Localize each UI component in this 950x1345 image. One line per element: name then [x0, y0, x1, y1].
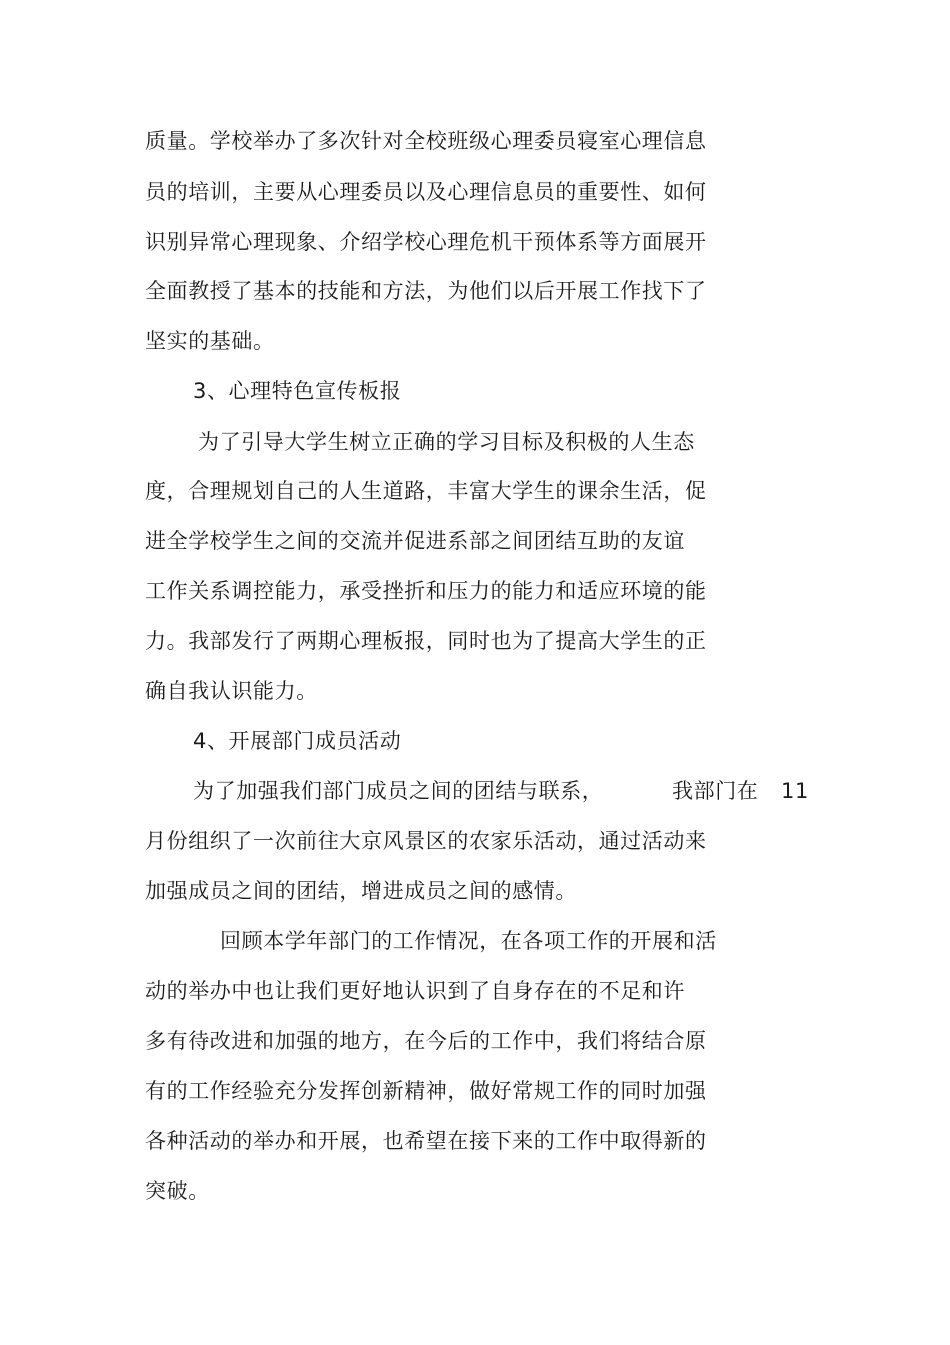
text-line: 力。我部发行了两期心理板报，同时也为了提高大学生的正	[145, 629, 707, 653]
text-line: 确自我认识能力。	[145, 679, 318, 703]
text-line: 加强成员之间的团结，增进成员之间的感情。	[145, 879, 577, 903]
text-line: 我部门在	[672, 779, 759, 803]
text-line: 识别异常心理现象、介绍学校心理危机干预体系等方面展开	[145, 230, 707, 254]
section-heading: 3、心理特色宣传板报	[193, 379, 402, 403]
text-line: 动的举办中也让我们更好地认识到了自身存在的不足和许	[145, 979, 685, 1003]
text-line: 各种活动的举办和开展，也希望在接下来的工作中取得新的	[145, 1129, 707, 1153]
text-line: 为了引导大学生树立正确的学习目标及积极的人生态	[198, 430, 695, 454]
text-line: 回顾本学年部门的工作情况，在各项工作的开展和活	[220, 929, 717, 953]
text-line: 坚实的基础。	[145, 329, 275, 353]
text-line: 进全学校学生之间的交流并促进系部之间团结互助的友谊	[145, 529, 685, 553]
text-line: 质量。学校举办了多次针对全校班级心理委员寝室心理信息	[145, 129, 707, 153]
section-heading: 4、开展部门成员活动	[193, 729, 402, 753]
text-line: 多有待改进和加强的地方，在今后的工作中，我们将结合原	[145, 1029, 707, 1053]
text-line: 月份组织了一次前往大京风景区的农家乐活动，通过活动来	[145, 829, 707, 853]
text-line: 工作关系调控能力，承受挫折和压力的能力和适应环境的能	[145, 579, 707, 603]
text-line: 员的培训，主要从心理委员以及心理信息员的重要性、如何	[145, 180, 707, 204]
text-line: 突破。	[145, 1179, 210, 1203]
text-line: 为了加强我们部门成员之间的团结与联系，	[193, 779, 604, 803]
text-line: 度，合理规划自己的人生道路，丰富大学生的课余生活，促	[145, 479, 707, 503]
text-line: 11	[781, 779, 809, 803]
text-line: 全面教授了基本的技能和方法，为他们以后开展工作找下了	[145, 279, 707, 303]
text-line: 有的工作经验充分发挥创新精神，做好常规工作的同时加强	[145, 1079, 707, 1103]
